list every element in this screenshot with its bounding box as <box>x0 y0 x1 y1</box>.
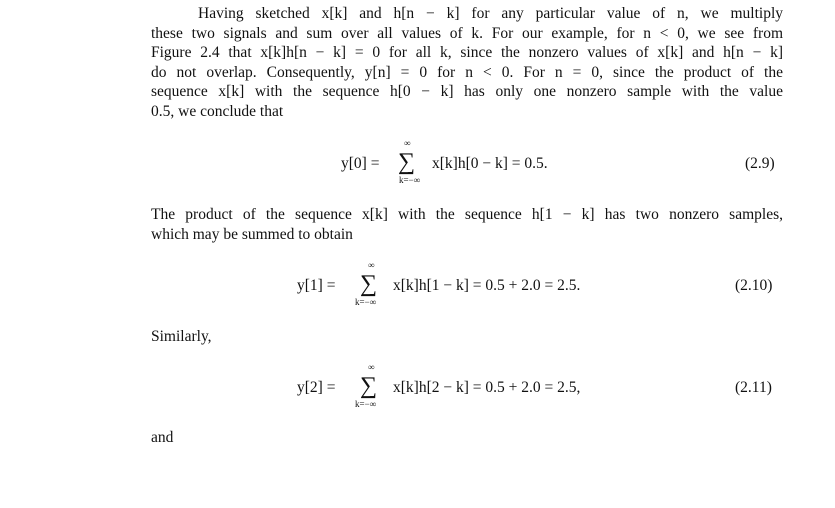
equation-2-10 <box>0 259 835 309</box>
text-line: 0.5, we conclude that <box>151 102 284 120</box>
equation-number: (2.11) <box>735 379 772 396</box>
paragraph-product <box>151 205 783 244</box>
sum-lower-limit: k=−∞ <box>355 297 377 307</box>
equation-number: (2.9) <box>745 155 775 172</box>
equation-2-9 <box>0 137 835 187</box>
equation-lhs: y[0] = <box>341 155 380 172</box>
equation-2-11 <box>0 361 835 411</box>
text-line: do not overlap. Consequently, y[n] = 0 for n < 0. For n = 0, since the product of the <box>151 63 783 81</box>
text-line: Figure 2.4 that x[k]h[n − k] = 0 for all k, since the nonzero values of x[k] and h[n − k] <box>151 44 783 62</box>
equation-rhs: x[k]h[2 − k] = 0.5 + 2.0 = 2.5, <box>393 379 581 396</box>
sum-upper-limit: ∞ <box>368 260 375 270</box>
paragraph-and: and <box>151 429 174 446</box>
text-line: Having sketched x[k] and h[n − k] for any particular value of n, we multiply <box>198 5 783 22</box>
equation-rhs: x[k]h[1 − k] = 0.5 + 2.0 = 2.5. <box>393 277 581 294</box>
sum-upper-limit: ∞ <box>404 138 411 148</box>
text-line: The product of the sequence x[k] with the sequence h[1 − k] has two nonzero samples, <box>151 206 783 223</box>
equation-number: (2.10) <box>735 277 773 294</box>
sum-lower-limit: k=−∞ <box>399 175 421 185</box>
text-line: sequence x[k] with the sequence h[0 − k] has only one nonzero sample with the value <box>151 83 783 101</box>
equation-rhs: x[k]h[0 − k] = 0.5. <box>432 155 548 172</box>
summation-symbol: ∑ <box>360 373 378 399</box>
paragraph-similarly: Similarly, <box>151 328 212 345</box>
sum-upper-limit: ∞ <box>368 362 375 372</box>
paragraph-intro <box>151 4 783 122</box>
summation-symbol: ∑ <box>398 149 416 175</box>
text-line: these two signals and sum over all values of k. For our example, for n < 0, we see from <box>151 24 783 42</box>
text-line: which may be summed to obtain <box>151 225 353 243</box>
sum-lower-limit: k=−∞ <box>355 399 377 409</box>
equation-lhs: y[2] = <box>297 379 336 396</box>
summation-symbol: ∑ <box>360 271 378 297</box>
equation-lhs: y[1] = <box>297 277 336 294</box>
